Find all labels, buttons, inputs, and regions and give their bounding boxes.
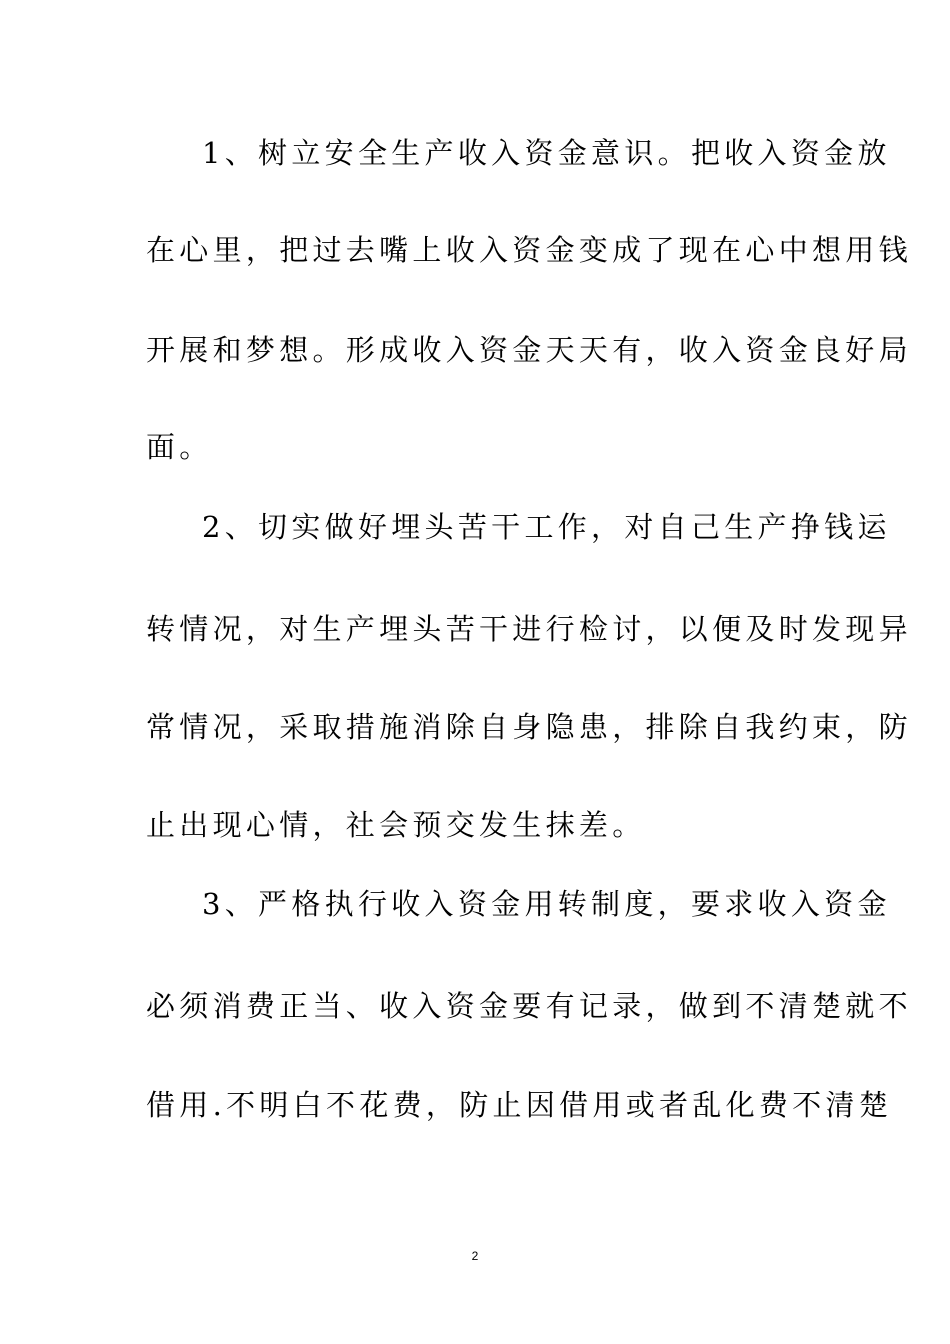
paragraph-2-line-4: 止出现心情，社会预交发生抹差。 bbox=[146, 808, 646, 842]
paragraph-1-line-4: 面。 bbox=[146, 430, 213, 464]
paragraph-1-line-3: 开展和梦想。形成收入资金天天有，收入资金良好局 bbox=[146, 333, 912, 367]
paragraph-1-line-2: 在心里，把过去嘴上收入资金变成了现在心中想用钱 bbox=[146, 233, 912, 267]
paragraph-2-line-1: 2、切实做好埋头苦干工作，对自己生产挣钱运 bbox=[202, 510, 891, 544]
paragraph-1-line-1: 1、树立安全生产收入资金意识。把收入资金放 bbox=[202, 136, 891, 170]
paragraph-3-line-3: 借用.不明白不花费，防止因借用或者乱化费不清楚 bbox=[146, 1088, 893, 1122]
paragraph-2-line-3: 常情况，采取措施消除自身隐患，排除自我约束，防 bbox=[146, 710, 912, 744]
paragraph-3-line-2: 必须消费正当、收入资金要有记录，做到不清楚就不 bbox=[146, 989, 912, 1023]
paragraph-3-line-1: 3、严格执行收入资金用转制度，要求收入资金 bbox=[202, 887, 891, 921]
page-number: 2 bbox=[471, 1249, 479, 1263]
paragraph-2-line-2: 转情况，对生产埋头苦干进行检讨，以便及时发现异 bbox=[146, 612, 912, 646]
